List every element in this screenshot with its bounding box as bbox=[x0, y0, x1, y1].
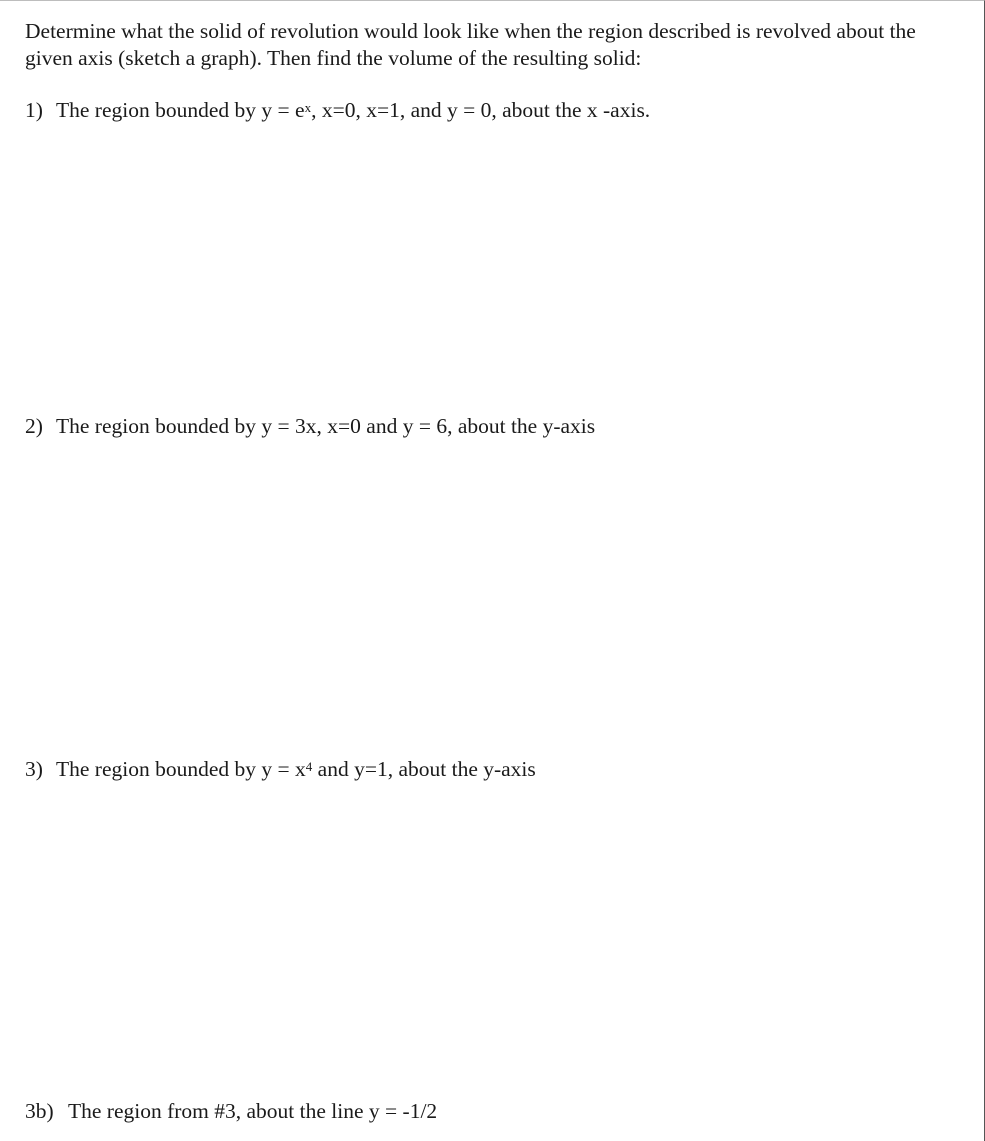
problem-2-text: The region bounded by y = 3x, x=0 and y = 6, about the y-axis bbox=[56, 414, 596, 438]
instructions-line-2: given axis (sketch a graph). Then find the volume of the resulting solid: bbox=[25, 46, 642, 70]
problem-1-text-before: The region bounded by y = e bbox=[56, 98, 305, 122]
problem-3-text-after: and y=1, about the y-axis bbox=[312, 757, 536, 781]
problem-1 bbox=[25, 97, 650, 124]
problem-3b-number: 3b) bbox=[25, 1099, 54, 1123]
problem-2-number: 2) bbox=[25, 414, 43, 438]
problem-3b bbox=[25, 1098, 437, 1125]
problem-3-exponent: 4 bbox=[305, 759, 313, 774]
problem-3-text-before: The region bounded by y = x bbox=[56, 757, 306, 781]
problem-3 bbox=[25, 756, 536, 783]
problem-2 bbox=[25, 413, 595, 440]
instructions-line-1: Determine what the solid of revolution would look like when the region described is revolved about the bbox=[25, 19, 916, 43]
problem-1-text-after: , x=0, x=1, and y = 0, about the x -axis. bbox=[311, 98, 651, 122]
problem-3b-text: The region from #3, about the line y = -1/2 bbox=[68, 1099, 438, 1123]
problem-1-number: 1) bbox=[25, 98, 43, 122]
problem-3-number: 3) bbox=[25, 757, 43, 781]
problem-1-exponent: x bbox=[304, 100, 312, 115]
